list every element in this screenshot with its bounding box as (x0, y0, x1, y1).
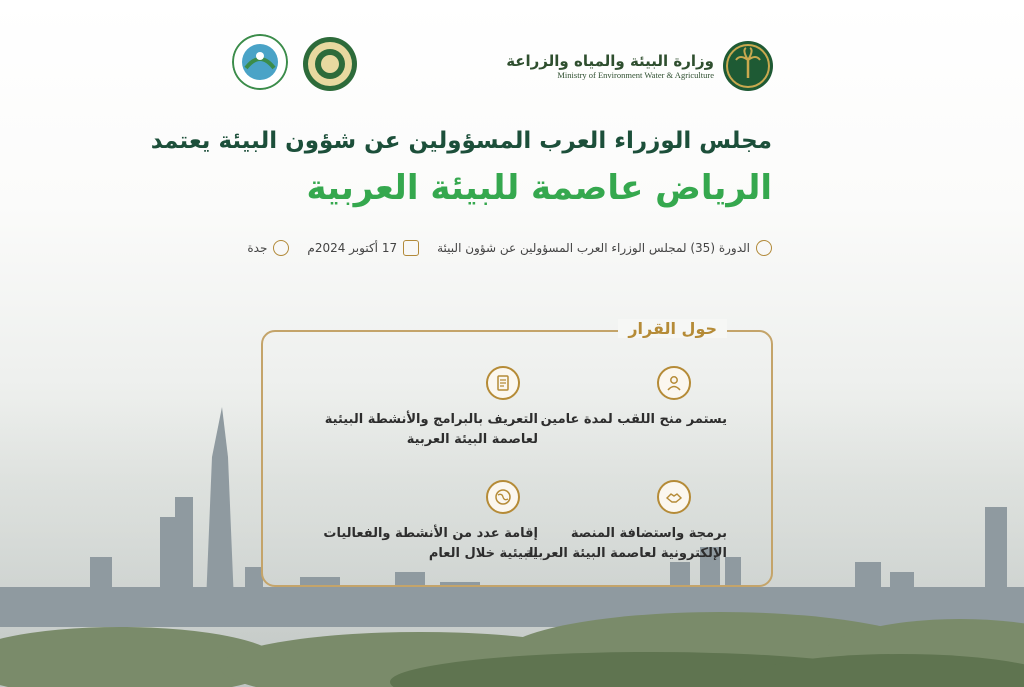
session-icon (756, 240, 772, 256)
person-circle-icon (657, 366, 691, 400)
environment-council-seal-icon (232, 34, 288, 90)
decision-panel (261, 319, 773, 587)
decision-item (318, 480, 538, 564)
panel-title: حول القرار (618, 319, 727, 338)
decision-item (318, 366, 538, 450)
decision-item-text: إقامة عدد من الأنشطة والفعاليات البيئية خلال العام (323, 526, 538, 562)
decision-item-text: برمجة واستضافة المنصة الإلكترونية لعاصمة البيئة العربية (525, 526, 727, 562)
ministry-name-arabic: وزارة البيئة والمياه والزراعة (506, 52, 714, 70)
session-text: الدورة (35) لمجلس الوزراء العرب المسؤولين عن شؤون البيئة (437, 241, 750, 255)
ministry-logo (506, 40, 774, 92)
palm-emblem-icon (722, 40, 774, 92)
logo-row (0, 32, 1024, 102)
headline-line-2: الرياض عاصمة للبيئة العربية (306, 168, 772, 208)
location-pin-icon (273, 240, 289, 256)
decision-item (507, 366, 727, 430)
calendar-icon (403, 240, 419, 256)
document-icon (486, 366, 520, 400)
globe-icon (486, 480, 520, 514)
location-text: جدة (247, 241, 268, 255)
meta-row (247, 240, 772, 256)
date-text: 17 أكتوبر 2024م (307, 241, 398, 255)
meta-session (437, 240, 772, 256)
decision-item-text: التعريف بالبرامج والأنشطة البيئية لعاصمة البيئة العربية (324, 412, 538, 448)
decision-item (507, 480, 727, 564)
meta-date (307, 240, 419, 256)
handshake-icon (657, 480, 691, 514)
meta-location (247, 240, 289, 256)
decision-item-text: يستمر منح اللقب لمدة عامين (540, 412, 727, 427)
headline-line-1: مجلس الوزراء العرب المسؤولين عن شؤون البيئة يعتمد (150, 128, 772, 154)
arab-league-seal-icon (302, 36, 358, 92)
ministry-name-english: Ministry of Environment Water & Agriculture (557, 70, 714, 80)
